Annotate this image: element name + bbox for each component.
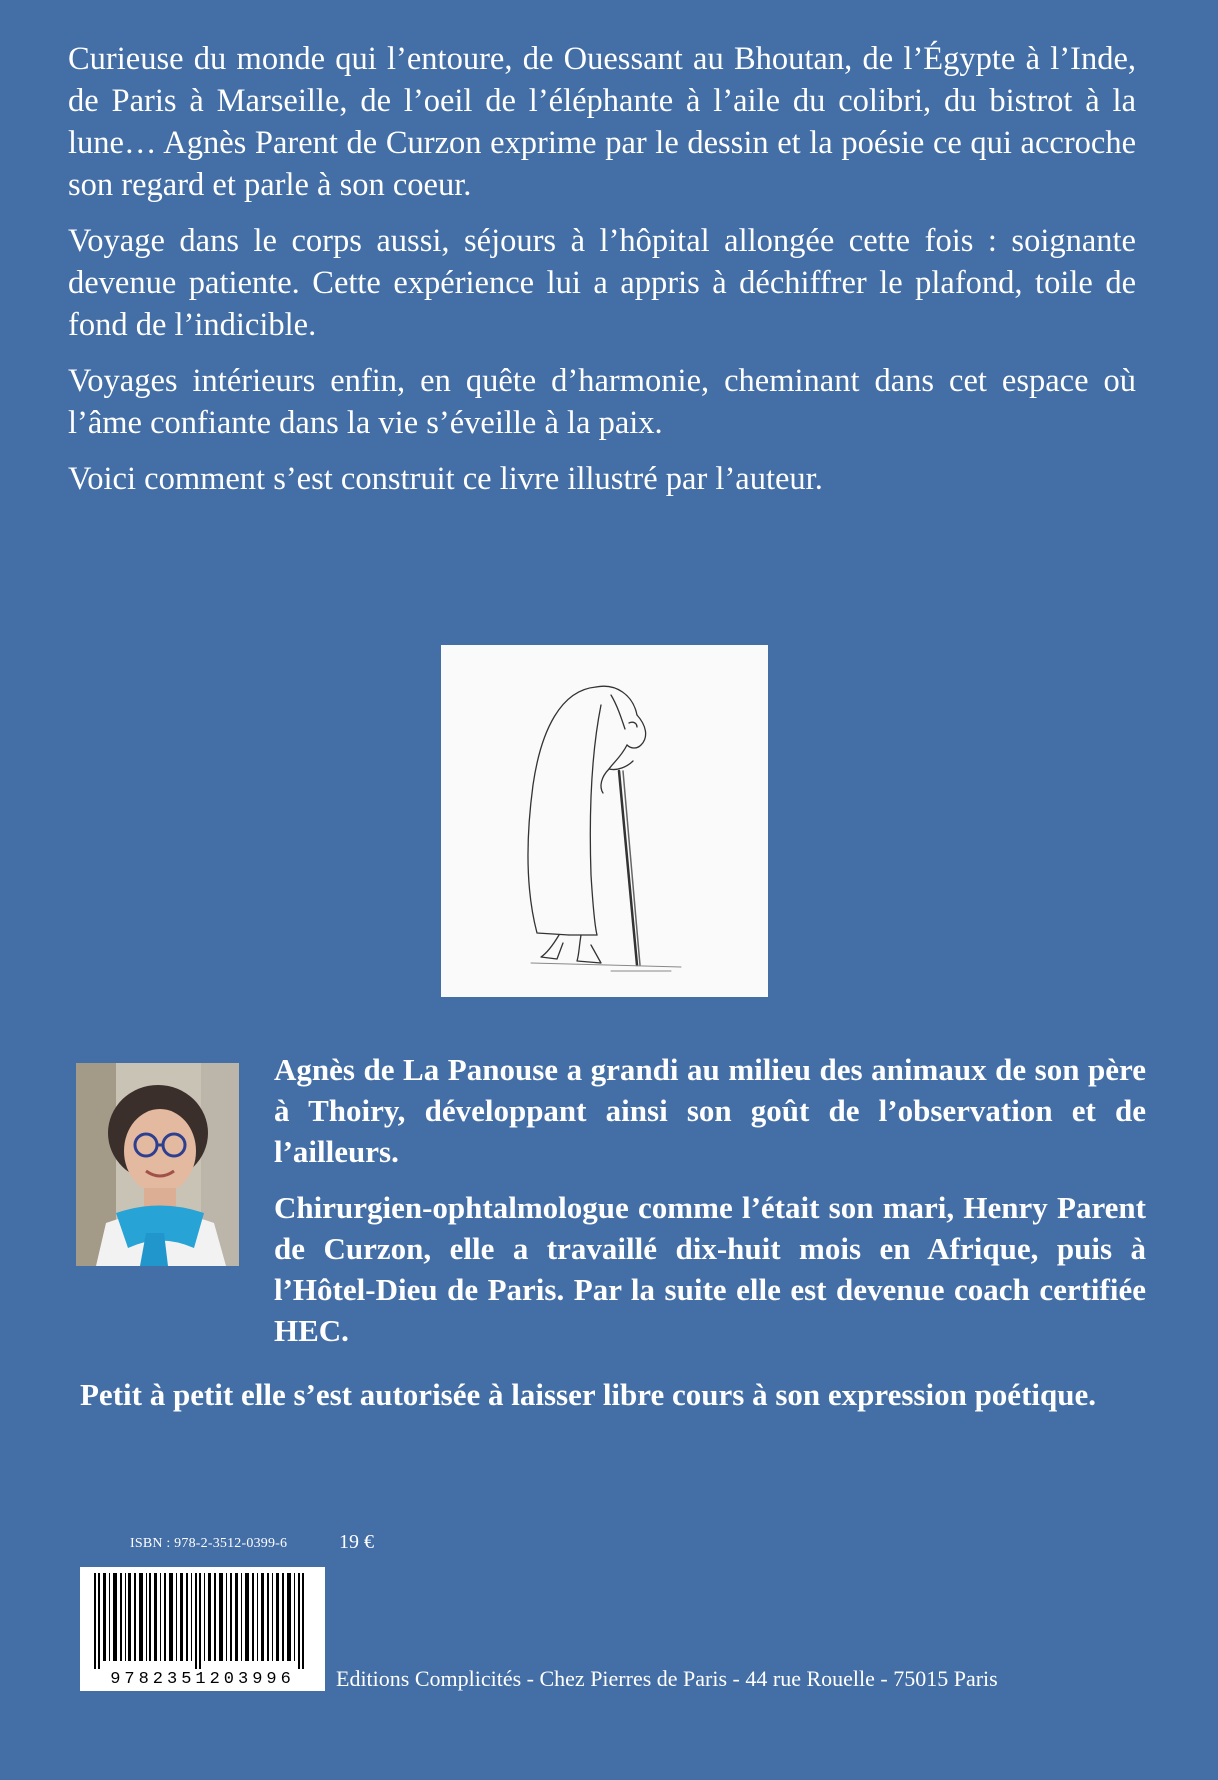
intro-paragraph-1: Curieuse du monde qui l’entoure, de Ouessant au Bhoutan, de l’Égypte à l’Inde, de Paris à Marseille, de l’oeil de l’éléphante à l’aile du colibri, du bistrot à la lune… Agnès Parent de Curzon exprime par le dessin et la poésie ce qui accroche son regard et parle à son coeur. xyxy=(68,41,1136,203)
intro-paragraph-4: Voici comment s’est construit ce livre illustré par l’auteur. xyxy=(68,461,823,497)
isbn-label: ISBN : 978-2-3512-0399-6 xyxy=(130,1536,288,1551)
author-bio xyxy=(274,1049,1146,1366)
barcode xyxy=(80,1567,325,1691)
publisher-address: Editions Complicités - Chez Pierres de Paris - 44 rue Rouelle - 75015 Paris xyxy=(336,1666,998,1691)
barcode-number: 9782351203996 xyxy=(110,1670,295,1689)
intro-text xyxy=(68,38,1136,514)
author-bio-continued xyxy=(80,1374,1148,1415)
intro-paragraph-3: Voyages intérieurs enfin, en quête d’harmonie, cheminant dans cet espace où l’âme confiante dans la vie s’éveille à la paix. xyxy=(68,363,1136,441)
intro-paragraph-2: Voyage dans le corps aussi, séjours à l’hôpital allongée cette fois : soignante devenue patiente. Cette expérience lui a appris à déchiffrer le plafond, toile de fond de l’indicible. xyxy=(68,223,1136,343)
bio-paragraph-3: Petit à petit elle s’est autorisée à laisser libre cours à son expression poétique. xyxy=(80,1377,1096,1412)
author-photo xyxy=(76,1063,239,1266)
bio-paragraph-1: Agnès de La Panouse a grandi au milieu des animaux de son père à Thoiry, développant ainsi son goût de l’observation et de l’ailleurs. xyxy=(274,1052,1146,1169)
bio-paragraph-2: Chirurgien-ophtalmologue comme l’était son mari, Henry Parent de Curzon, elle a travaillé dix-huit mois en Afrique, puis à l’Hôtel-Dieu de Paris. Par la suite elle est devenue coach certifiée HEC. xyxy=(274,1190,1146,1348)
price-label: 19 € xyxy=(339,1531,374,1553)
illustration-hooded-figure xyxy=(441,645,768,997)
